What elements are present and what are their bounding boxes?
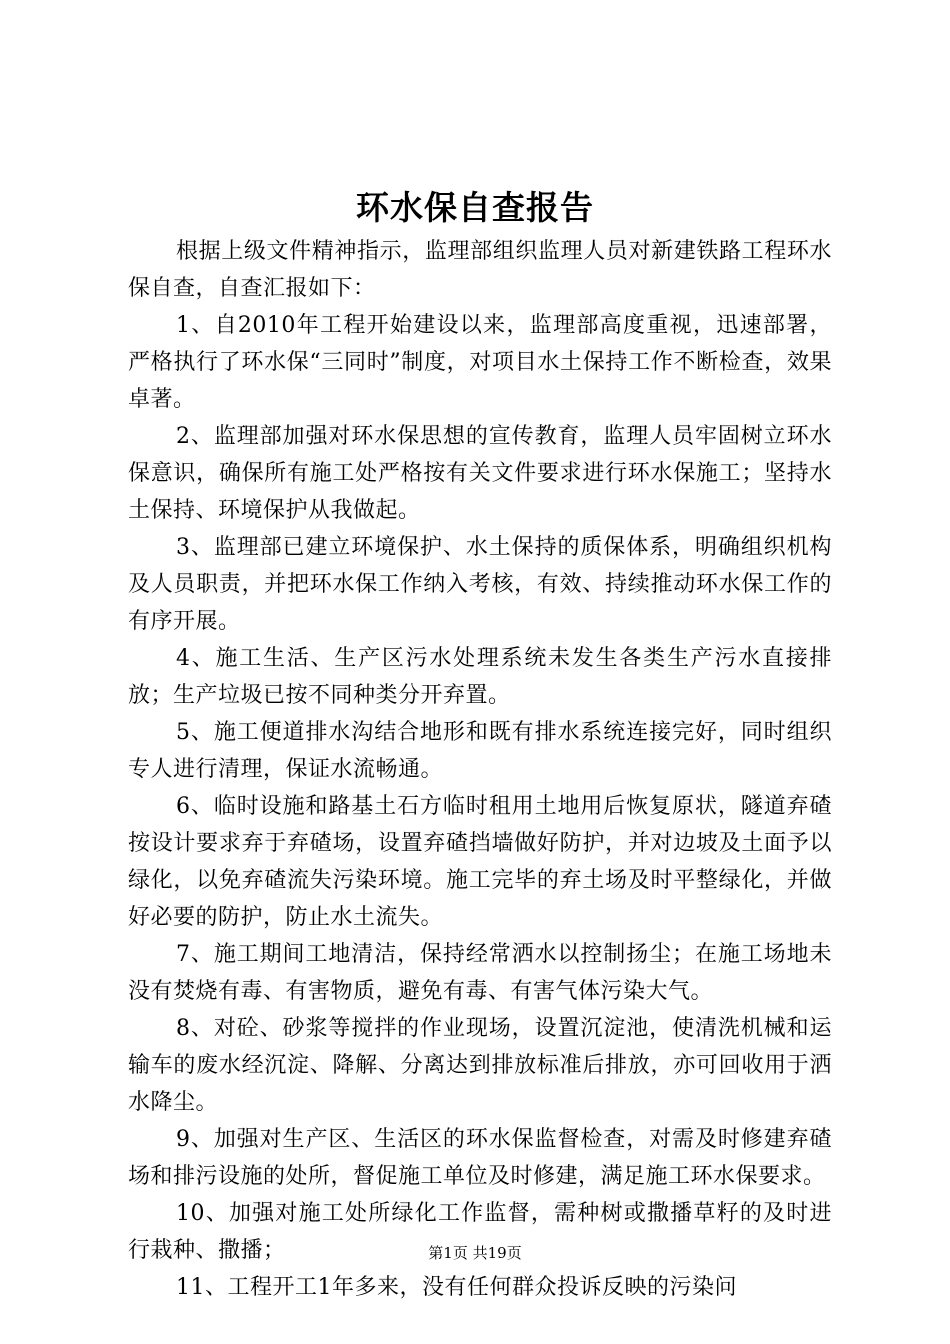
paragraph-item-2: 2、监理部加强对环水保思想的宣传教育，监理人员牢固树立环水保意识，确保所有施工处严格按有关文件要求进行环水保施工；坚持水土保持、环境保护从我做起。 <box>128 424 832 523</box>
paragraph-item-1: 1、自2010年工程开始建设以来，监理部高度重视，迅速部署，严格执行了环水保“三同时”制度，对项目水土保持工作不断检查，效果卓著。 <box>128 313 832 412</box>
paragraph-item-3: 3、监理部已建立环境保护、水土保持的质保体系，明确组织机构及人员职责，并把环水保工作纳入考核，有效、持续推动环水保工作的有序开展。 <box>128 535 832 634</box>
paragraph-intro: 根据上级文件精神指示，监理部组织监理人员对新建铁路工程环水保自查，自查汇报如下： <box>128 239 832 301</box>
paragraph-item-4: 4、施工生活、生产区污水处理系统未发生各类生产污水直接排放；生产垃圾已按不同种类分开弃置。 <box>128 646 832 708</box>
paragraph-item-5: 5、施工便道排水沟结合地形和既有排水系统连接完好，同时组织专人进行清理，保证水流畅通。 <box>128 720 832 782</box>
paragraph-item-8: 8、对砼、砂浆等搅拌的作业现场，设置沉淀池，使清洗机械和运输车的废水经沉淀、降解、分离达到排放标准后排放，亦可回收用于洒水降尘。 <box>128 1016 832 1115</box>
document-body <box>128 233 832 1306</box>
paragraph-item-11: 11、工程开工1年多来，没有任何群众投诉反映的污染问 <box>176 1275 737 1300</box>
paragraph-item-10: 10、加强对施工处所绿化工作监督，需种树或撒播草籽的及时进行栽种、撒播； <box>128 1201 832 1263</box>
document-title: 环水保自查报告 <box>356 188 594 227</box>
paragraph-item-6: 6、临时设施和路基土石方临时租用土地用后恢复原状，隧道弃碴按设计要求弃于弃碴场，设置弃碴挡墙做好防护，并对边坡及土面予以绿化，以免弃碴流失污染环境。施工完毕的弃土场及时平整绿化，并做好必要的防护，防止水土流失。 <box>128 794 832 930</box>
paragraph-item-9: 9、加强对生产区、生活区的环水保监督检查，对需及时修建弃碴场和排污设施的处所，督促施工单位及时修建，满足施工环水保要求。 <box>128 1127 832 1189</box>
page-footer: 第1页 共19页 <box>428 1244 522 1262</box>
paragraph-item-7: 7、施工期间工地清洁，保持经常洒水以控制扬尘；在施工场地未没有焚烧有毒、有害物质，避免有毒、有害气体污染大气。 <box>128 942 832 1004</box>
